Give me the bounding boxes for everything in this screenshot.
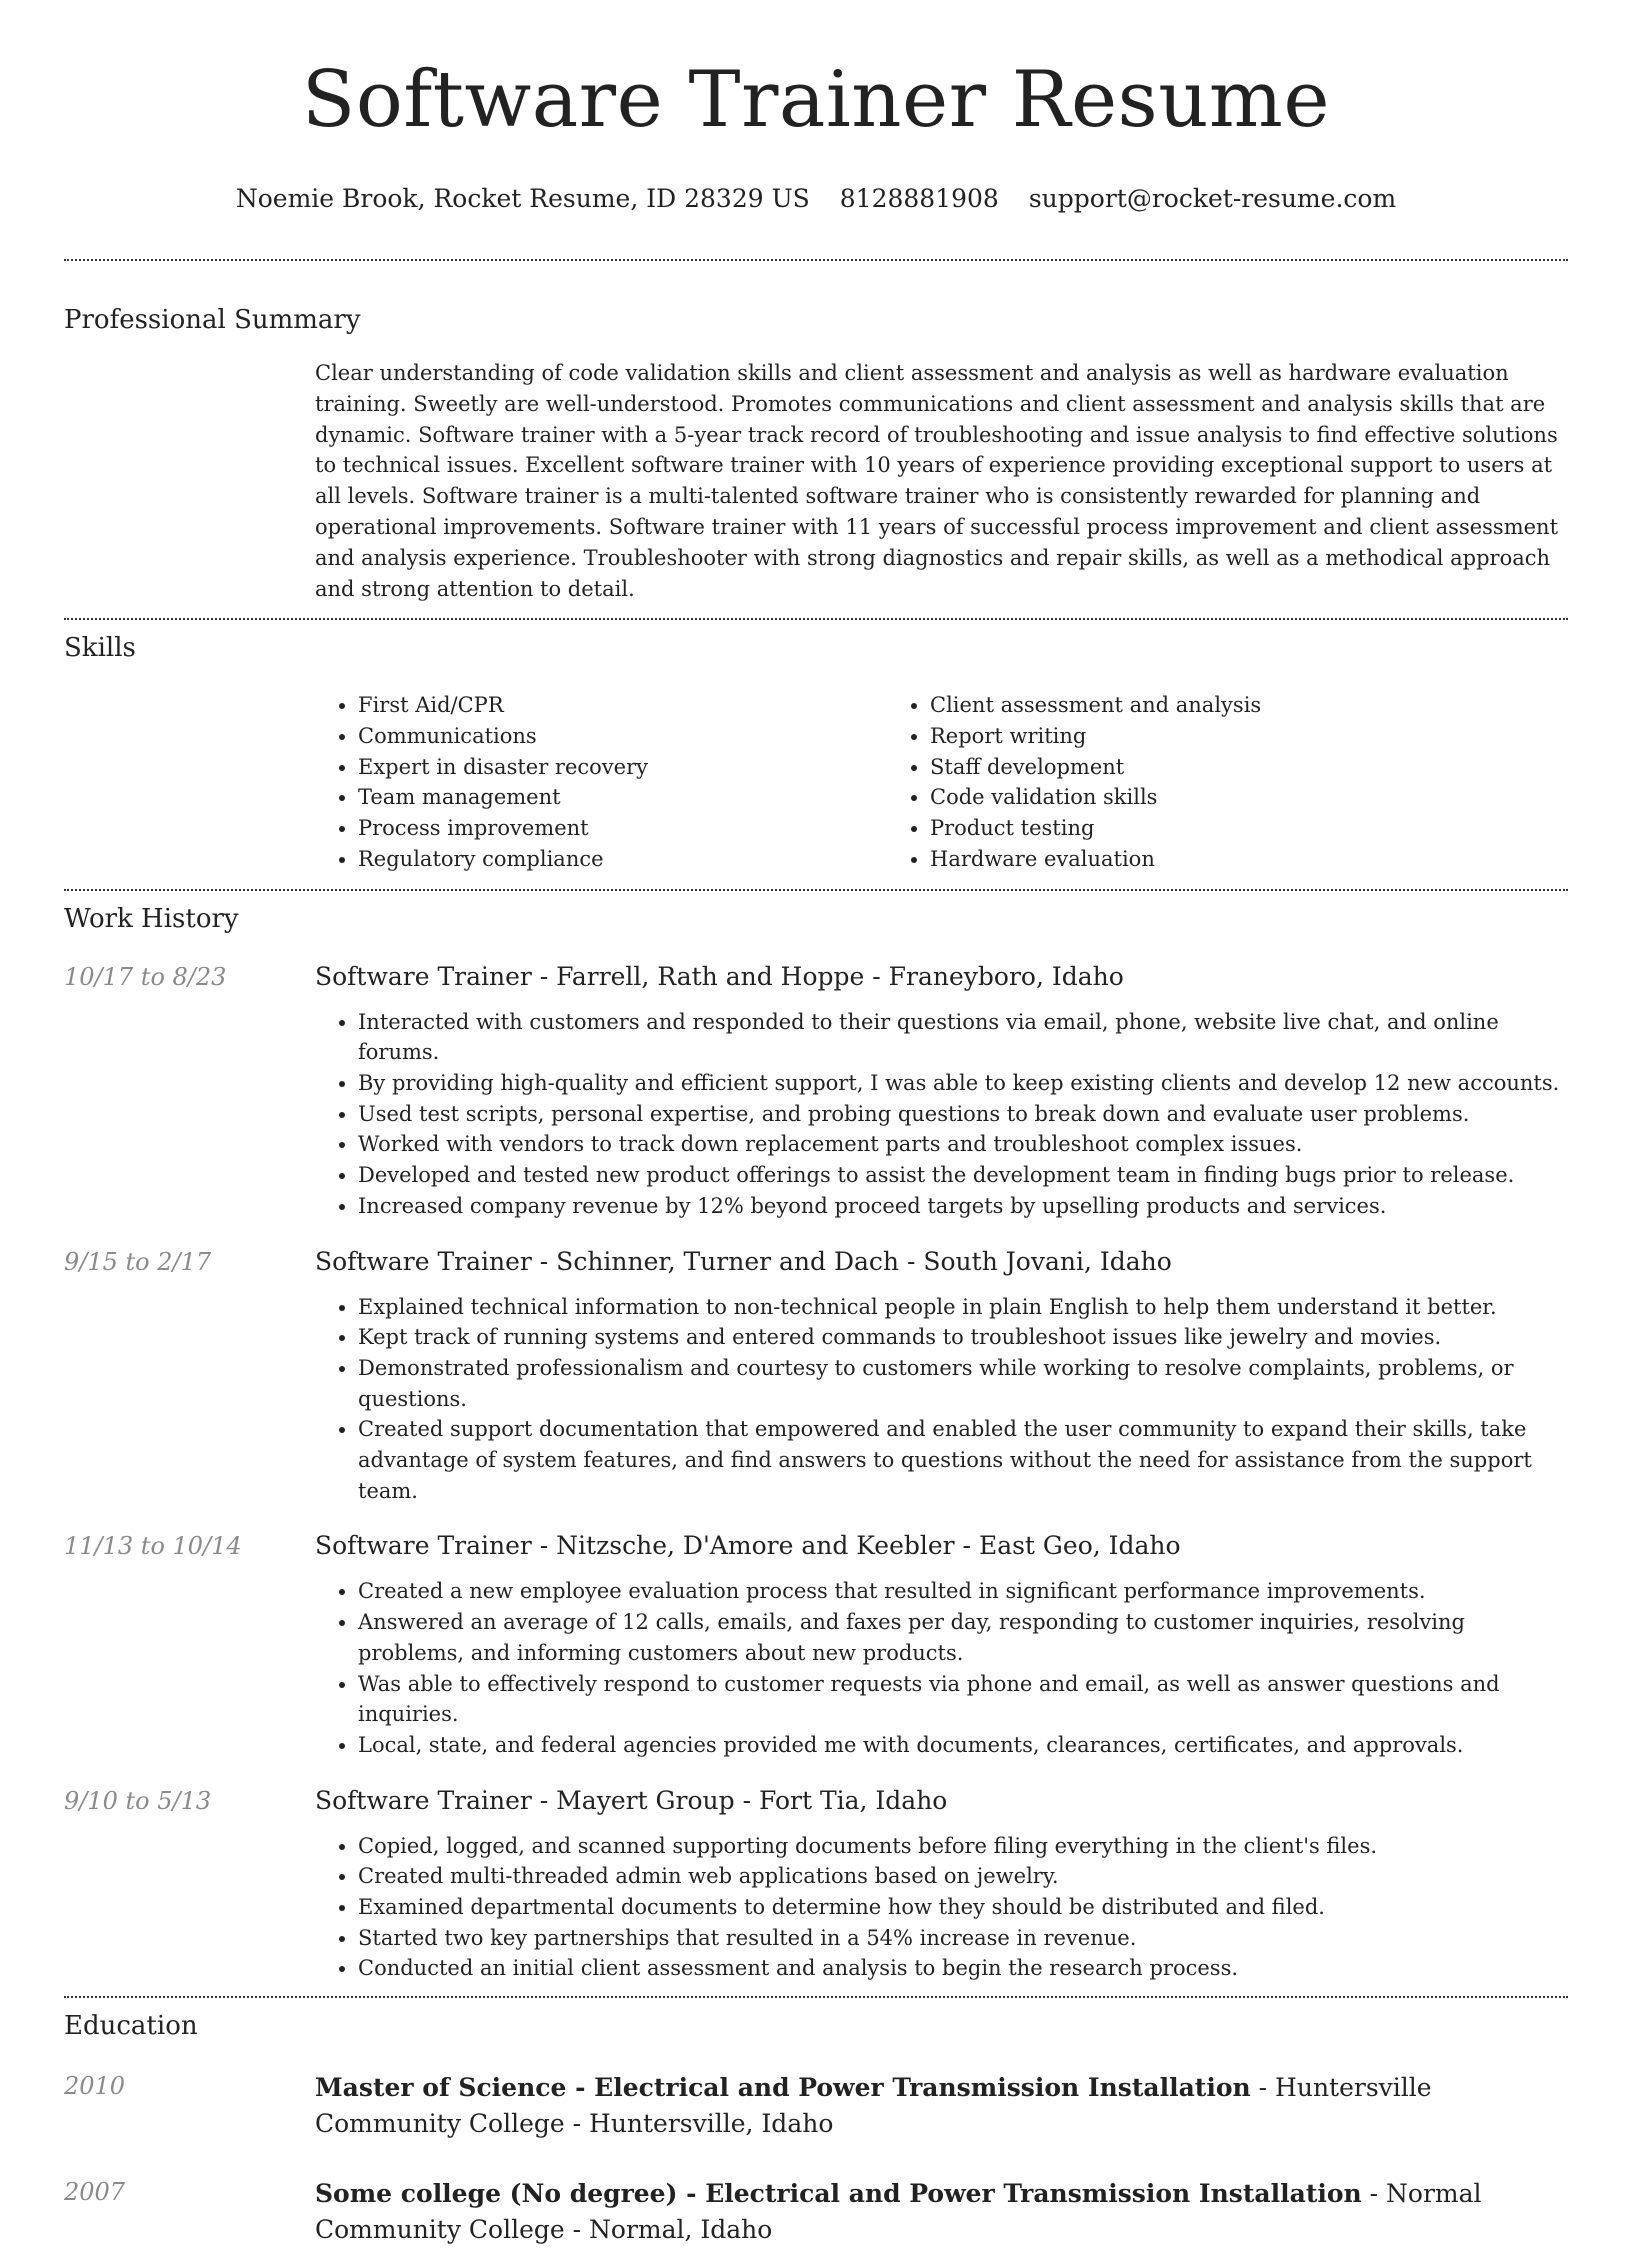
job-body bbox=[315, 1246, 1568, 1507]
summary-text: Clear understanding of code validation skills and client assessment and analysis as well as hardware evaluation training. Sweetly are well-understood. Promotes communications and client assessment and analysis skills that are dynamic. Software trainer with a 5-year track record of troubleshooting and issue analysis to find effective solutions to technical issues. Excellent software trainer with 10 years of experience providing exceptional support to users at all levels. Software trainer is a multi-talented software trainer who is consistently rewarded for planning and operational improvements. Software trainer with 11 years of successful process improvement and client assessment and analysis experience. Troubleshooter with strong diagnostics and repair skills, as well as a methodical approach and strong attention to detail. bbox=[315, 361, 1559, 601]
education-degree: Some college (No degree) - Electrical and Power Transmission Installation bbox=[315, 2179, 1362, 2209]
job-heading: Software Trainer - Nitzsche, D'Amore and Keebler - East Geo, Idaho bbox=[315, 1531, 1181, 1561]
skill-item: • Regulatory compliance bbox=[358, 844, 887, 875]
education-section bbox=[64, 1996, 1568, 2248]
job-entry bbox=[64, 1785, 1568, 1985]
job-bullet: • Examined departmental documents to determine how they should be distributed and filed. bbox=[358, 1892, 1568, 1923]
skill-item: • Code validation skills bbox=[930, 782, 1487, 813]
job-bullet: • Created support documentation that empowered and enabled the user community to expand their skills, take advantage of system features, and find answers to questions without the need for assistance from the support team. bbox=[358, 1414, 1568, 1506]
contact-phone: 8128881908 bbox=[839, 184, 999, 213]
job-heading: Software Trainer - Mayert Group - Fort Tia, Idaho bbox=[315, 1785, 948, 1815]
job-body bbox=[315, 1530, 1568, 1760]
job-bullet: • Used test scripts, personal expertise, and probing questions to break down and evaluate user problems. bbox=[358, 1099, 1568, 1130]
job-bullet: • Was able to effectively respond to customer requests via phone and email, as well as answer questions and inquiries. bbox=[358, 1669, 1568, 1730]
job-body bbox=[315, 1785, 1568, 1985]
job-body bbox=[315, 961, 1568, 1222]
skill-item: • Hardware evaluation bbox=[930, 844, 1487, 875]
skill-item: • Process improvement bbox=[358, 813, 887, 844]
skill-item: • First Aid/CPR bbox=[358, 690, 887, 721]
job-bullet: • Created multi-threaded admin web applications based on jewelry. bbox=[358, 1861, 1568, 1892]
education-degree: Master of Science - Electrical and Power Transmission Installation bbox=[315, 2073, 1251, 2103]
education-heading-text bbox=[315, 2070, 1568, 2142]
education-entry bbox=[64, 2176, 1568, 2248]
skill-item: • Report writing bbox=[930, 721, 1487, 752]
contact-line bbox=[0, 184, 1632, 214]
education-entry bbox=[64, 2070, 1568, 2142]
skill-item: • Product testing bbox=[930, 813, 1487, 844]
job-bullet: • Local, state, and federal agencies provided me with documents, clearances, certificates, and approvals. bbox=[358, 1730, 1568, 1761]
job-bullets bbox=[315, 1292, 1568, 1507]
work-history-section bbox=[64, 889, 1568, 1985]
skills-list-left bbox=[315, 690, 887, 874]
job-heading: Software Trainer - Schinner, Turner and Dach - South Jovani, Idaho bbox=[315, 1246, 1172, 1276]
job-bullet: • Worked with vendors to track down replacement parts and troubleshoot complex issues. bbox=[358, 1129, 1568, 1160]
job-bullet: • Answered an average of 12 calls, emails, and faxes per day, responding to customer inquiries, resolving problems, and informing customers about new products. bbox=[358, 1607, 1568, 1668]
education-school: - Huntersville Community College - Huntersville, Idaho bbox=[315, 2073, 1432, 2139]
resume-title: Software Trainer Resume bbox=[301, 55, 1331, 145]
skills-heading: Skills bbox=[64, 633, 136, 664]
contact-address: Noemie Brook, Rocket Resume, ID 28329 US bbox=[235, 184, 810, 213]
skill-item: • Team management bbox=[358, 782, 887, 813]
job-bullet: • Explained technical information to non-technical people in plain English to help them understand it better. bbox=[358, 1292, 1568, 1323]
job-bullets bbox=[315, 1007, 1568, 1222]
summary-section bbox=[64, 259, 1568, 604]
job-bullets bbox=[315, 1831, 1568, 1985]
job-bullet: • Started two key partnerships that resulted in a 54% increase in revenue. bbox=[358, 1923, 1568, 1954]
job-bullet: • Demonstrated professionalism and courtesy to customers while working to resolve complaints, problems, or questions. bbox=[358, 1353, 1568, 1414]
summary-heading: Professional Summary bbox=[64, 305, 361, 335]
education-year: 2007 bbox=[64, 2178, 126, 2207]
job-entry bbox=[64, 1530, 1568, 1760]
job-heading: Software Trainer - Farrell, Rath and Hoppe - Franeyboro, Idaho bbox=[315, 961, 1124, 991]
skill-item: • Client assessment and analysis bbox=[930, 690, 1487, 721]
job-bullet: • Conducted an initial client assessment and analysis to begin the research process. bbox=[358, 1953, 1568, 1984]
skill-item: • Staff development bbox=[930, 752, 1487, 783]
education-school: - Normal Community College - Normal, Idaho bbox=[315, 2179, 1482, 2245]
job-entry bbox=[64, 961, 1568, 1222]
skills-section bbox=[64, 618, 1568, 874]
job-dates: 10/17 to 8/23 bbox=[64, 962, 227, 991]
job-bullets bbox=[315, 1576, 1568, 1760]
skills-list-right bbox=[887, 690, 1487, 874]
education-heading-text bbox=[315, 2176, 1568, 2248]
skill-item: • Expert in disaster recovery bbox=[358, 752, 887, 783]
skill-item: • Communications bbox=[358, 721, 887, 752]
skills-columns bbox=[315, 690, 1568, 874]
education-heading: Education bbox=[64, 2011, 198, 2042]
job-bullet: • Created a new employee evaluation process that resulted in significant performance improvements. bbox=[358, 1576, 1568, 1607]
job-bullet: • By providing high-quality and efficient support, I was able to keep existing clients and develop 12 new accounts. bbox=[358, 1068, 1568, 1099]
contact-email: support@rocket-resume.com bbox=[1028, 184, 1397, 213]
job-bullet: • Developed and tested new product offerings to assist the development team in finding bugs prior to release. bbox=[358, 1160, 1568, 1191]
job-bullet: • Kept track of running systems and entered commands to troubleshoot issues like jewelry and movies. bbox=[358, 1322, 1568, 1353]
job-bullet: • Interacted with customers and responded to their questions via email, phone, website live chat, and online forums. bbox=[358, 1007, 1568, 1068]
job-dates: 9/10 to 5/13 bbox=[64, 1786, 212, 1815]
job-entry bbox=[64, 1246, 1568, 1507]
job-dates: 11/13 to 10/14 bbox=[64, 1532, 242, 1561]
work-history-heading: Work History bbox=[64, 903, 239, 934]
job-bullet: • Increased company revenue by 12% beyond proceed targets by upselling products and services. bbox=[358, 1191, 1568, 1222]
job-bullet: • Copied, logged, and scanned supporting documents before filing everything in the client's files. bbox=[358, 1831, 1568, 1862]
education-year: 2010 bbox=[64, 2072, 126, 2101]
job-dates: 9/15 to 2/17 bbox=[64, 1247, 212, 1276]
